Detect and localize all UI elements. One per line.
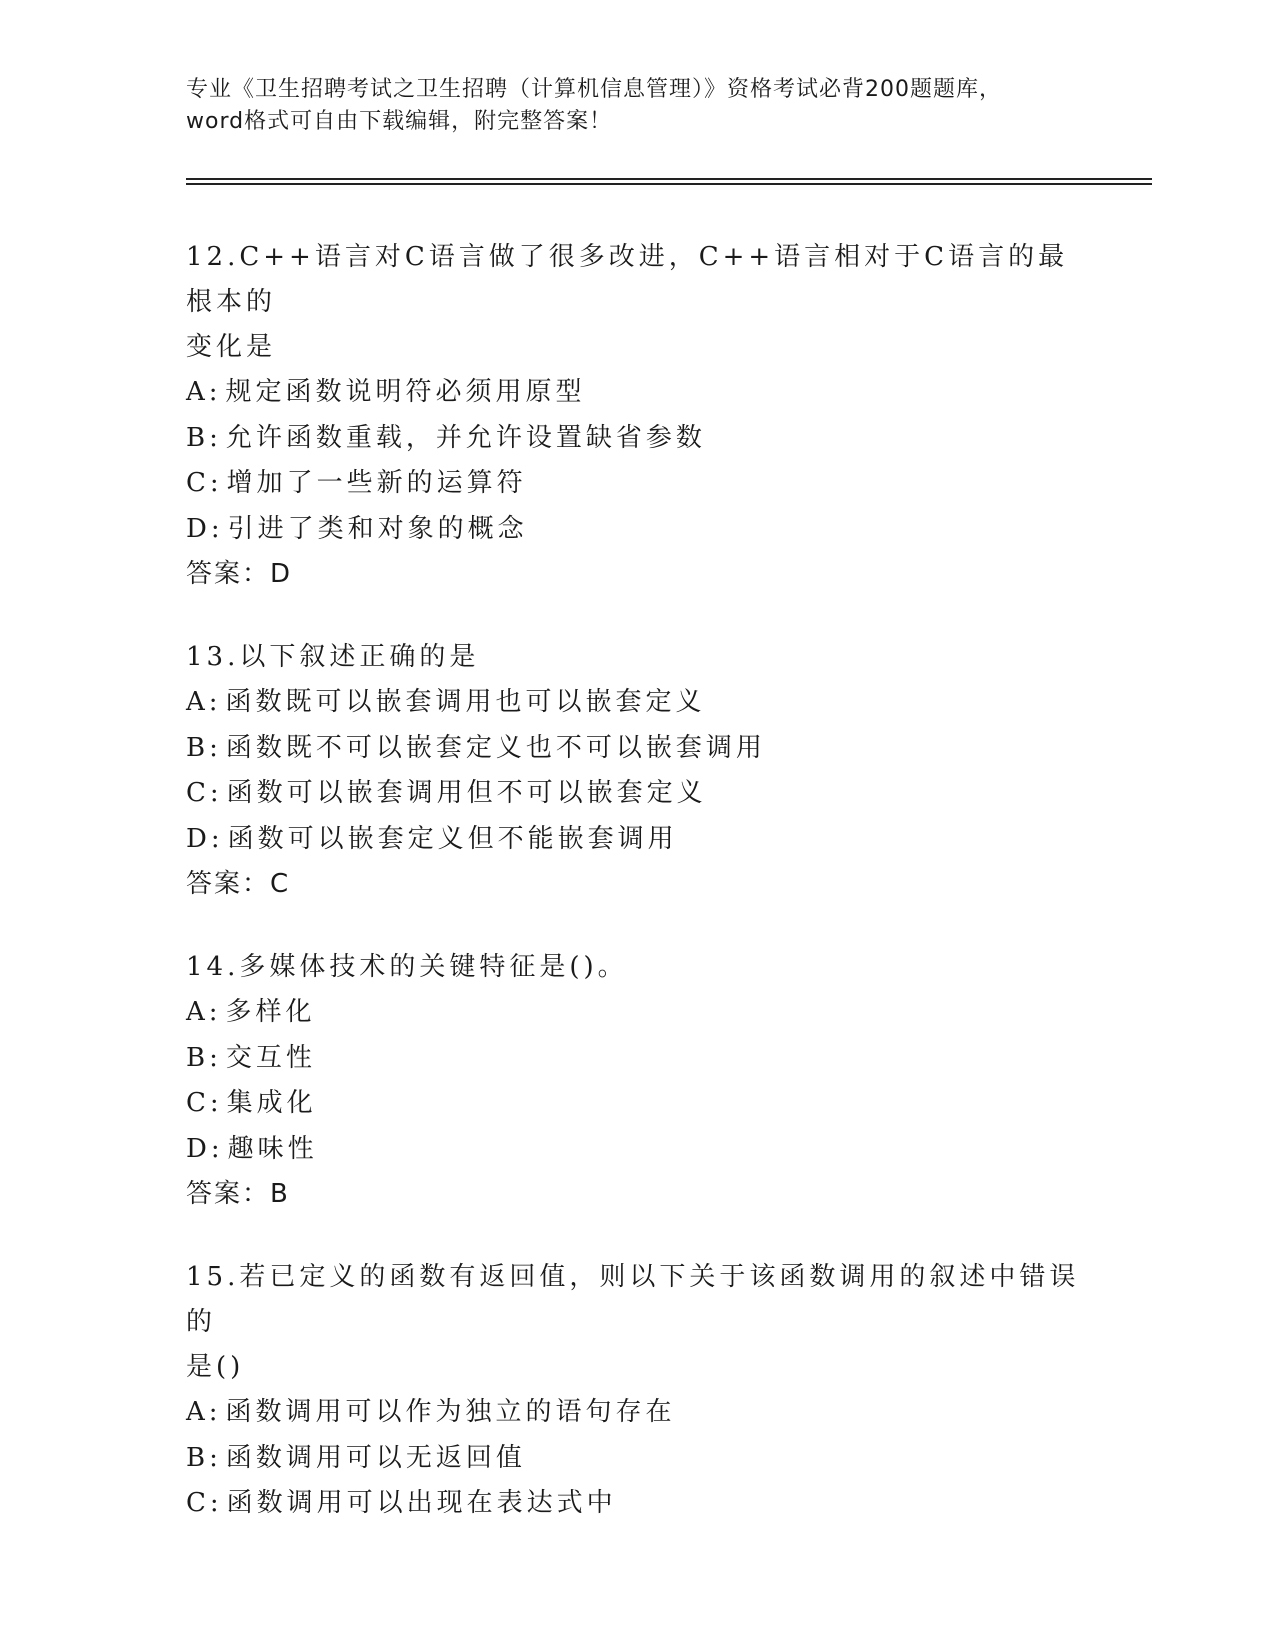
header-line-2: word格式可自由下载编辑，附完整答案！ (186, 109, 613, 134)
option-c (186, 771, 1086, 817)
question-list (186, 235, 1086, 1565)
option-text: 函数可以嵌套调用但不可以嵌套定义 (226, 778, 707, 808)
question-stem-line: 15.若已定义的函数有返回值，则以下关于该函数调用的叙述中错误的 (186, 1262, 1080, 1337)
option-d (186, 507, 1086, 553)
header-rule-bottom (186, 183, 1152, 185)
option-text: 函数既可以嵌套调用也可以嵌套定义 (225, 687, 706, 717)
option-b (186, 416, 1086, 462)
option-a (186, 370, 1086, 416)
option-letter: C: (186, 1488, 223, 1518)
option-a (186, 990, 1086, 1036)
question-stem-line: 是() (186, 1352, 245, 1382)
answer-line: 答案：C (186, 869, 291, 899)
option-letter: D: (186, 1133, 224, 1164)
option-d (186, 817, 1086, 863)
question-stem-line: 12.C++语言对C语言做了很多改进，C++语言相对于C语言的最根本的 (186, 242, 1069, 317)
option-letter: C: (186, 468, 223, 498)
answer-line: 答案：B (186, 1179, 290, 1209)
option-letter: D: (186, 823, 224, 854)
option-text: 函数可以嵌套定义但不能嵌套调用 (227, 823, 678, 854)
option-text: 集成化 (226, 1088, 317, 1118)
question-stem (186, 1255, 1086, 1390)
option-a (186, 1390, 1086, 1436)
option-letter: D: (186, 513, 224, 544)
header-line-1: 专业《卫生招聘考试之卫生招聘（计算机信息管理）》资格考试必背200题题库， (186, 77, 1002, 102)
question-stem-line: 13.以下叙述正确的是 (186, 642, 480, 672)
option-letter: B: (186, 1442, 222, 1473)
option-letter: B: (186, 1042, 222, 1073)
option-letter: B: (186, 732, 222, 763)
option-text: 函数调用可以出现在表达式中 (226, 1488, 617, 1518)
option-letter: A: (186, 687, 222, 717)
document-header (186, 74, 1086, 138)
option-letter: A: (186, 377, 222, 407)
option-c (186, 1081, 1086, 1127)
question-14 (186, 945, 1086, 1217)
option-text: 引进了类和对象的概念 (227, 513, 528, 544)
option-text: 多样化 (225, 997, 316, 1027)
option-text: 增加了一些新的运算符 (226, 468, 527, 498)
question-12 (186, 235, 1086, 597)
question-13 (186, 635, 1086, 907)
question-stem (186, 635, 1086, 680)
option-b (186, 726, 1086, 772)
question-stem (186, 945, 1086, 990)
option-text: 函数调用可以无返回值 (225, 1442, 526, 1473)
option-b (186, 1036, 1086, 1082)
option-text: 函数既不可以嵌套定义也不可以嵌套调用 (225, 732, 766, 763)
header-rule-top (186, 178, 1152, 180)
option-letter: C: (186, 778, 223, 808)
question-stem-line: 变化是 (186, 332, 277, 362)
option-letter: A: (186, 997, 222, 1027)
option-c (186, 461, 1086, 507)
option-letter: B: (186, 422, 222, 453)
question-15 (186, 1255, 1086, 1527)
option-text: 允许函数重载，并允许设置缺省参数 (225, 422, 706, 453)
option-letter: C: (186, 1088, 223, 1118)
option-letter: A: (186, 1397, 222, 1427)
option-text: 函数调用可以作为独立的语句存在 (225, 1397, 676, 1427)
question-stem (186, 235, 1086, 370)
answer-line: 答案：D (186, 559, 293, 589)
option-text: 规定函数说明符必须用原型 (225, 377, 586, 407)
option-text: 交互性 (225, 1042, 316, 1073)
option-d (186, 1127, 1086, 1173)
option-b (186, 1436, 1086, 1482)
option-a (186, 680, 1086, 726)
question-stem-line: 14.多媒体技术的关键特征是()。 (186, 952, 628, 982)
option-text: 趣味性 (227, 1133, 318, 1164)
option-c (186, 1481, 1086, 1527)
